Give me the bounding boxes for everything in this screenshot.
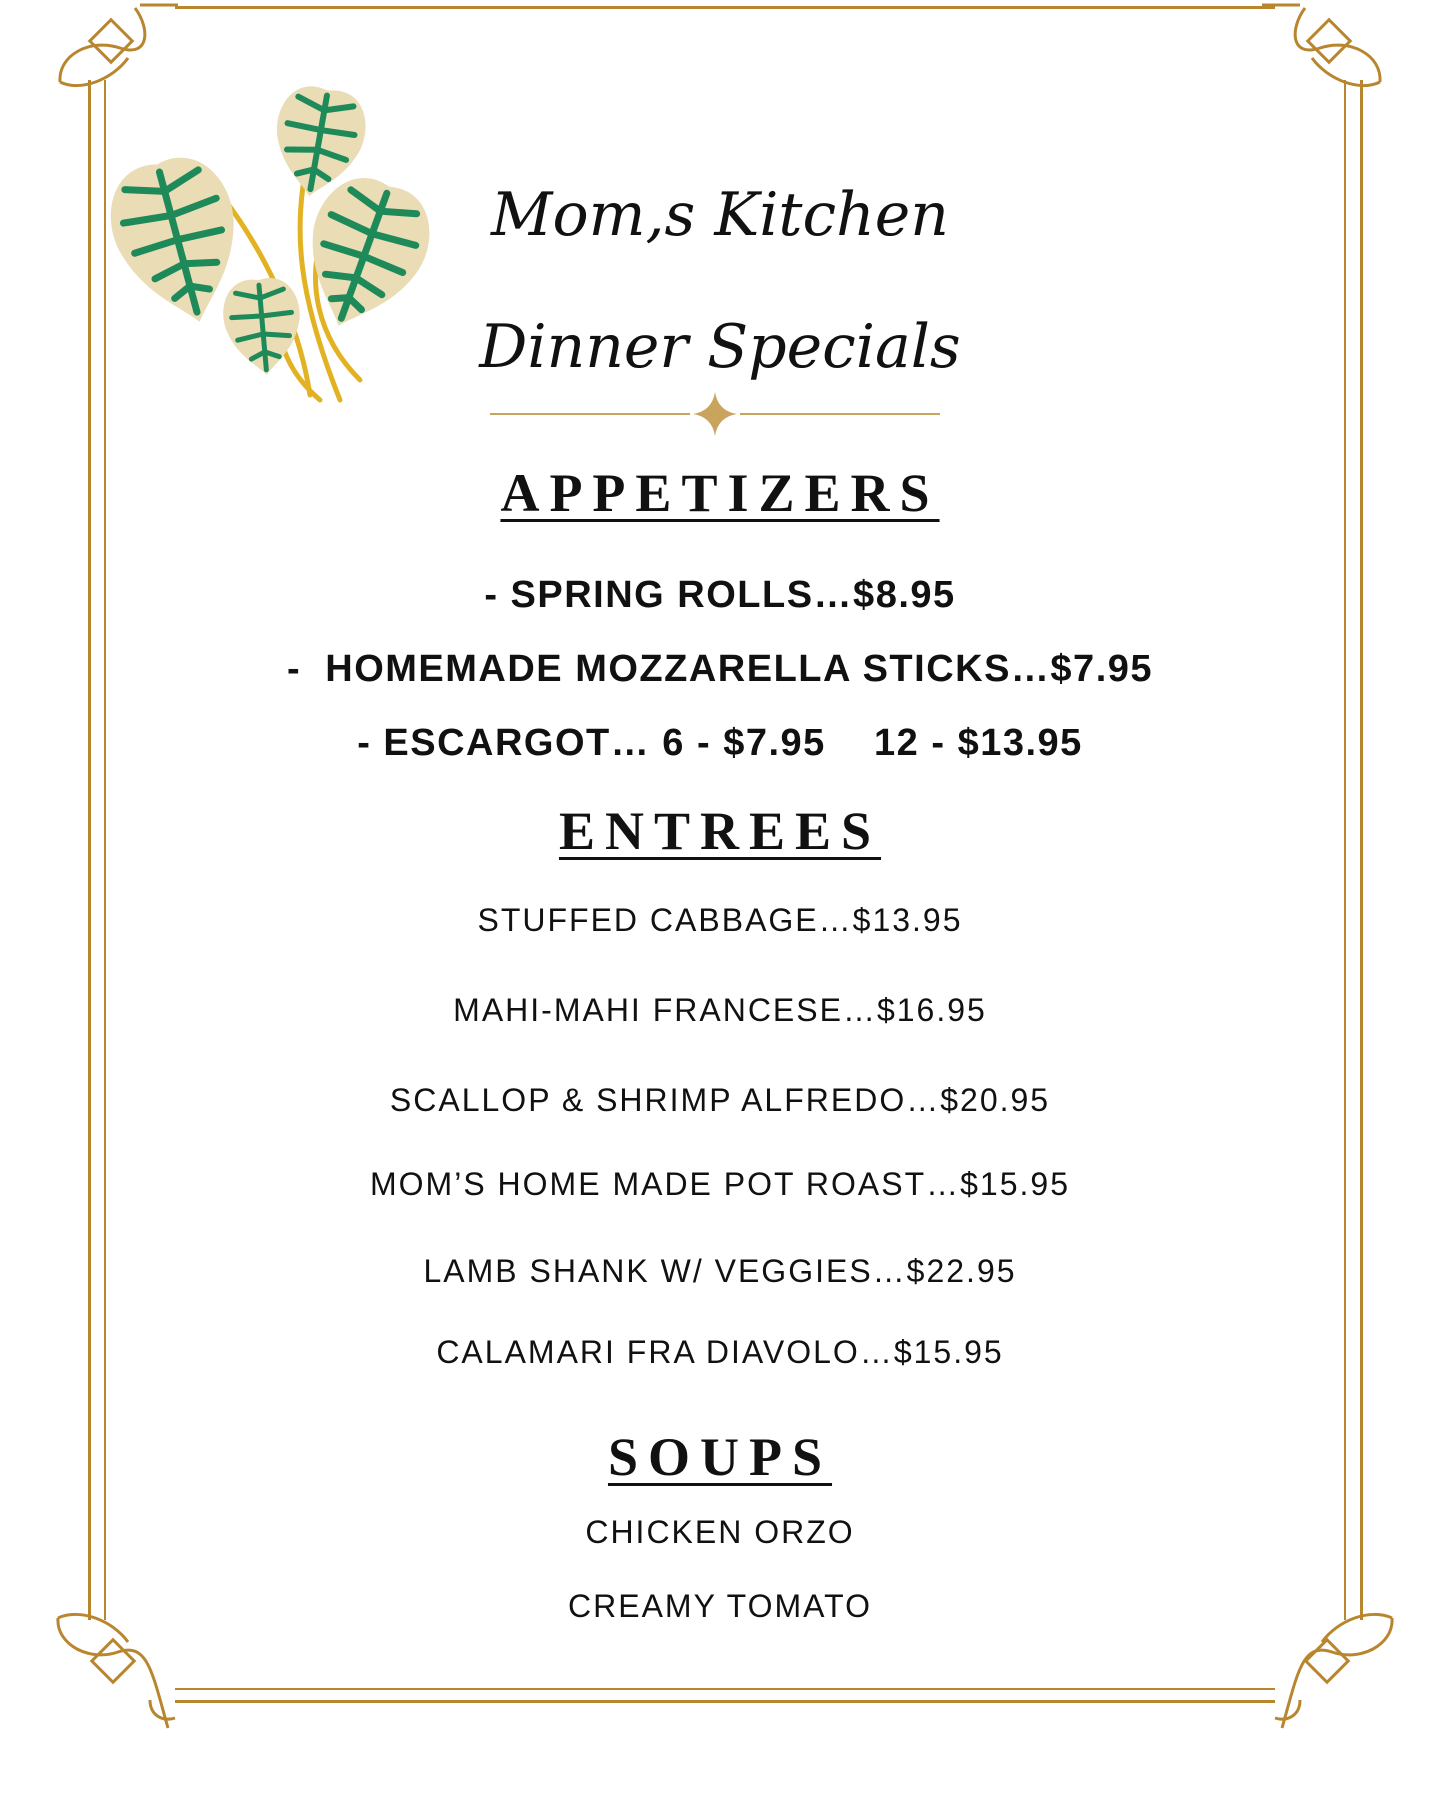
appetizers-heading: APPETIZERS: [500, 463, 940, 523]
menu-item: STUFFED CABBAGE…$13.95: [477, 902, 963, 938]
menu-item: MAHI-MAHI FRANCESE…$16.95: [453, 992, 987, 1028]
corner-ornament-bottom-left: [58, 1614, 175, 1728]
menu-title: Dinner Specials: [479, 312, 961, 382]
menu-item: CALAMARI FRA DIAVOLO…$15.95: [436, 1334, 1004, 1370]
restaurant-name: Mom,s Kitchen: [491, 180, 949, 250]
menu-item: CHICKEN ORZO: [585, 1514, 855, 1550]
soups-heading: SOUPS: [607, 1427, 833, 1487]
title-divider: [490, 392, 940, 436]
corner-ornament-top-left: [60, 5, 178, 86]
menu-item: - HOMEMADE MOZZARELLA STICKS…$7.95: [286, 648, 1154, 690]
entrees-heading: ENTREES: [558, 801, 882, 861]
divider-star-icon: [693, 392, 737, 436]
corner-ornament-bottom-right: [1275, 1614, 1392, 1728]
menu-item: SCALLOP & SHRIMP ALFREDO…$20.95: [389, 1082, 1051, 1118]
menu-item: CREAMY TOMATO: [568, 1588, 872, 1624]
menu-item: MOM’S HOME MADE POT ROAST…$15.95: [370, 1166, 1070, 1202]
menu-item: - ESCARGOT… 6 - $7.95 12 - $13.95: [357, 722, 1083, 764]
menu-item: LAMB SHANK W/ VEGGIES…$22.95: [423, 1253, 1017, 1289]
corner-ornament-top-right: [1262, 5, 1380, 86]
menu-item: - SPRING ROLLS…$8.95: [484, 574, 956, 616]
